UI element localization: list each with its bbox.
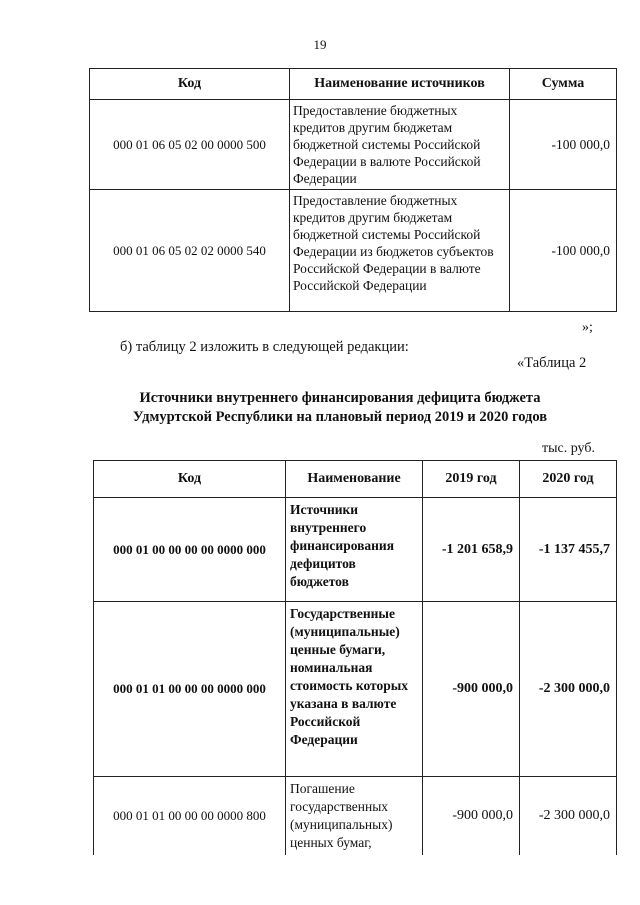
header-2020: 2020 год <box>520 461 617 498</box>
closing-quote: »; <box>582 320 593 335</box>
row-2019: -1 201 658,9 <box>423 498 520 602</box>
header-code: Код <box>94 461 286 498</box>
row-2019: -900 000,0 <box>423 777 520 856</box>
table-row <box>90 190 617 312</box>
row-name: Погашение государственных (муниципальных) ценных бумаг, <box>286 777 423 856</box>
row-name: Государственные (муниципальные) ценные бумаги, номинальная стоимость которых указана в валюте Российской Федерации <box>286 602 423 777</box>
row-sum: -100 000,0 <box>510 100 617 190</box>
header-name: Наименование источников <box>290 69 510 100</box>
row-code: 000 01 01 00 00 00 0000 800 <box>94 777 286 856</box>
table-title <box>60 389 620 427</box>
header-sum: Сумма <box>510 69 617 100</box>
page-number: 19 <box>313 37 327 52</box>
row-2020: -2 300 000,0 <box>520 602 617 777</box>
row-name: Предоставление бюджетных кредитов другим бюджетам бюджетной системы Российской Федерации из бюджетов субъектов Российской Федерации в валюте Российской Федерации <box>290 190 510 312</box>
row-code: 000 01 06 05 02 00 0000 500 <box>90 100 290 190</box>
row-name: Предоставление бюджетных кредитов другим бюджетам бюджетной системы Российской Федерации в валюте Российской Федерации <box>290 100 510 190</box>
sources-table-2 <box>93 460 617 855</box>
header-code: Код <box>90 69 290 100</box>
unit-label: тыс. руб. <box>542 441 595 456</box>
header-2019: 2019 год <box>423 461 520 498</box>
row-code: 000 01 06 05 02 02 0000 540 <box>90 190 290 312</box>
row-2020: -1 137 455,7 <box>520 498 617 602</box>
title-line-2: Удмуртской Республики на плановый период 2019 и 2020 годов <box>132 409 548 425</box>
table-row <box>90 100 617 190</box>
sources-table-1 <box>89 68 617 312</box>
table-label: «Таблица 2 <box>517 355 587 371</box>
header-name: Наименование <box>286 461 423 498</box>
table-header-row <box>94 461 617 498</box>
title-line-1: Источники внутреннего финансирования дефицита бюджета <box>139 390 541 406</box>
table-header-row <box>90 69 617 100</box>
row-code: 000 01 01 00 00 00 0000 000 <box>94 602 286 777</box>
table-row <box>94 602 617 777</box>
table-row <box>94 777 617 856</box>
row-name: Источники внутреннего финансирования дефицитов бюджетов <box>286 498 423 602</box>
row-sum: -100 000,0 <box>510 190 617 312</box>
intro-paragraph: б) таблицу 2 изложить в следующей редакции: <box>120 339 409 355</box>
row-code: 000 01 00 00 00 00 0000 000 <box>94 498 286 602</box>
row-2019: -900 000,0 <box>423 602 520 777</box>
table-row <box>94 498 617 602</box>
row-2020: -2 300 000,0 <box>520 777 617 856</box>
